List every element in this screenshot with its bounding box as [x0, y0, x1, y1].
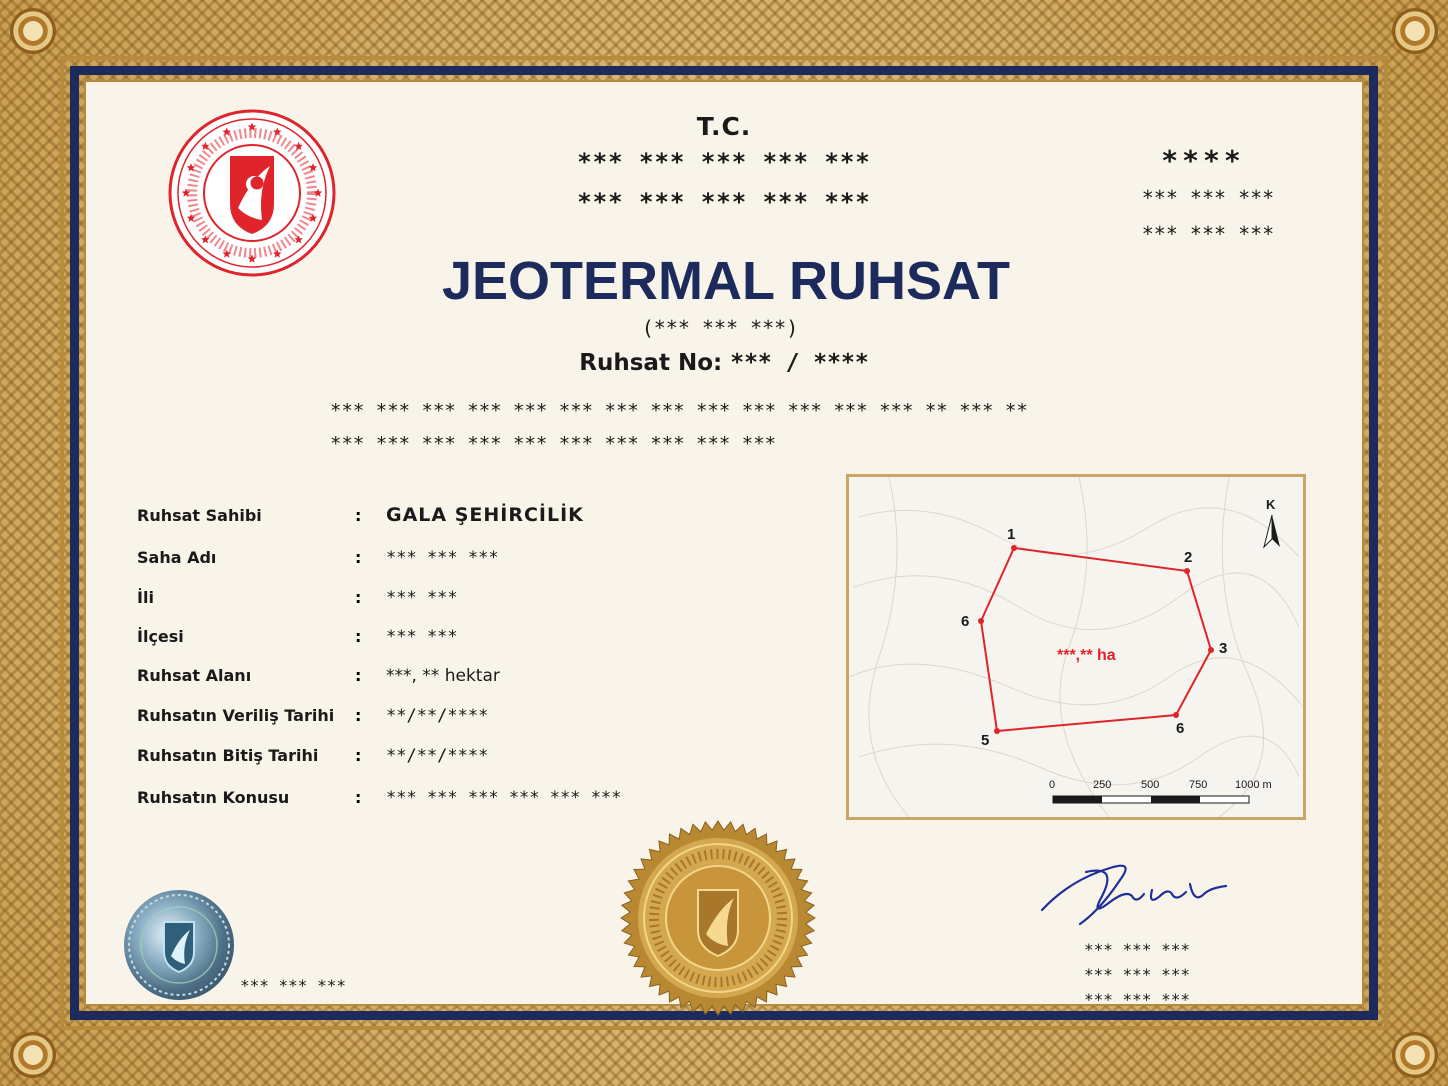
top-right-line-1: *** *** ***: [1141, 186, 1275, 210]
description-line-2: *** *** *** *** *** *** *** *** *** ***: [330, 433, 777, 455]
hologram-sticker: [124, 890, 234, 1000]
field-colon: :: [355, 788, 362, 807]
signatory-line-2: *** *** ***: [1084, 965, 1190, 984]
tc-heading: T.C.: [696, 112, 752, 141]
field-label: Ruhsatın Veriliş Tarihi: [137, 706, 335, 725]
signatory-line-1: *** *** ***: [1084, 940, 1190, 959]
field-value: *** *** *** *** *** ***: [386, 788, 622, 808]
field-row-expiry-date: [137, 746, 697, 770]
vertex-label: 6: [1176, 720, 1185, 737]
field-label: İlçesi: [137, 627, 184, 646]
field-value: *** ***: [386, 588, 458, 608]
field-value: ***, ** hektar: [386, 666, 500, 686]
scale-tick-label: 750: [1189, 779, 1208, 791]
field-row-owner: [137, 506, 697, 530]
corner-ornament-top-left: [10, 8, 56, 54]
field-row-area: [137, 666, 697, 690]
scale-tick-label: 500: [1141, 779, 1160, 791]
vertex-label: 5: [981, 732, 990, 749]
field-colon: :: [355, 706, 362, 725]
ministry-name-line-2: *** *** *** *** ***: [577, 188, 871, 216]
field-colon: :: [355, 506, 362, 525]
field-colon: :: [355, 746, 362, 765]
field-label: Ruhsat Sahibi: [137, 506, 262, 525]
north-label: K: [1266, 497, 1276, 512]
license-number-label: Ruhsat No:: [579, 350, 723, 376]
hologram-caption: *** *** ***: [240, 976, 346, 995]
gold-seal-icon: [618, 818, 818, 1018]
vertex-label: 2: [1184, 549, 1193, 566]
vertex-label: 6: [961, 613, 970, 630]
boundary-vertices: [978, 545, 1214, 734]
top-right-line-2: *** *** ***: [1141, 222, 1275, 246]
field-row-site-name: [137, 548, 697, 572]
field-value-owner: GALA ŞEHİRCİLİK: [386, 504, 584, 526]
field-value: **/**/****: [386, 746, 489, 766]
site-map: [846, 474, 1306, 820]
scale-bar: [1049, 779, 1272, 803]
description-line-1: *** *** *** *** *** *** *** *** *** *** *** *** *** ** *** **: [330, 400, 1028, 422]
vertex-label: 3: [1219, 640, 1228, 657]
area-label: ***,** ha: [1057, 647, 1116, 664]
field-label: Ruhsat Alanı: [137, 666, 252, 685]
ministry-name-line-1: *** *** *** *** ***: [577, 148, 871, 176]
document-title: JEOTERMAL RUHSAT: [441, 251, 1011, 311]
license-number-value: *** / ****: [730, 350, 869, 376]
field-label: Ruhsatın Bitiş Tarihi: [137, 746, 319, 765]
hologram-emblem-icon: [124, 890, 234, 1000]
signature-icon: [1040, 850, 1240, 930]
field-colon: :: [355, 588, 362, 607]
scale-tick-label: 1000 m: [1235, 779, 1272, 791]
field-value: *** ***: [386, 627, 458, 647]
field-label: Saha Adı: [137, 548, 217, 567]
signatory-line-3: *** *** ***: [1084, 990, 1190, 1009]
corner-ornament-bottom-left: [10, 1032, 56, 1078]
scale-tick-label: 0: [1049, 779, 1056, 791]
scale-tick-label: 250: [1093, 779, 1112, 791]
vertex-label: 1: [1007, 526, 1016, 543]
field-label: İli: [137, 588, 154, 607]
north-arrow-icon: [1264, 497, 1280, 547]
field-row-province: [137, 588, 697, 612]
field-row-subject: [137, 788, 697, 812]
field-value: *** *** ***: [386, 548, 499, 568]
site-boundary-polygon: [981, 548, 1211, 731]
corner-ornament-bottom-right: [1392, 1032, 1438, 1078]
document-subtitle: (*** *** ***): [641, 316, 799, 340]
field-colon: :: [355, 548, 362, 567]
corner-ornament-top-right: [1392, 8, 1438, 54]
field-label: Ruhsatın Konusu: [137, 788, 290, 807]
field-colon: :: [355, 666, 362, 685]
field-row-issue-date: [137, 706, 697, 730]
field-row-district: [137, 627, 697, 651]
field-colon: :: [355, 627, 362, 646]
top-right-code: ****: [1161, 144, 1245, 177]
site-map-drawing: [849, 477, 1303, 817]
license-number: [0, 350, 1448, 376]
field-value: **/**/****: [386, 706, 489, 726]
